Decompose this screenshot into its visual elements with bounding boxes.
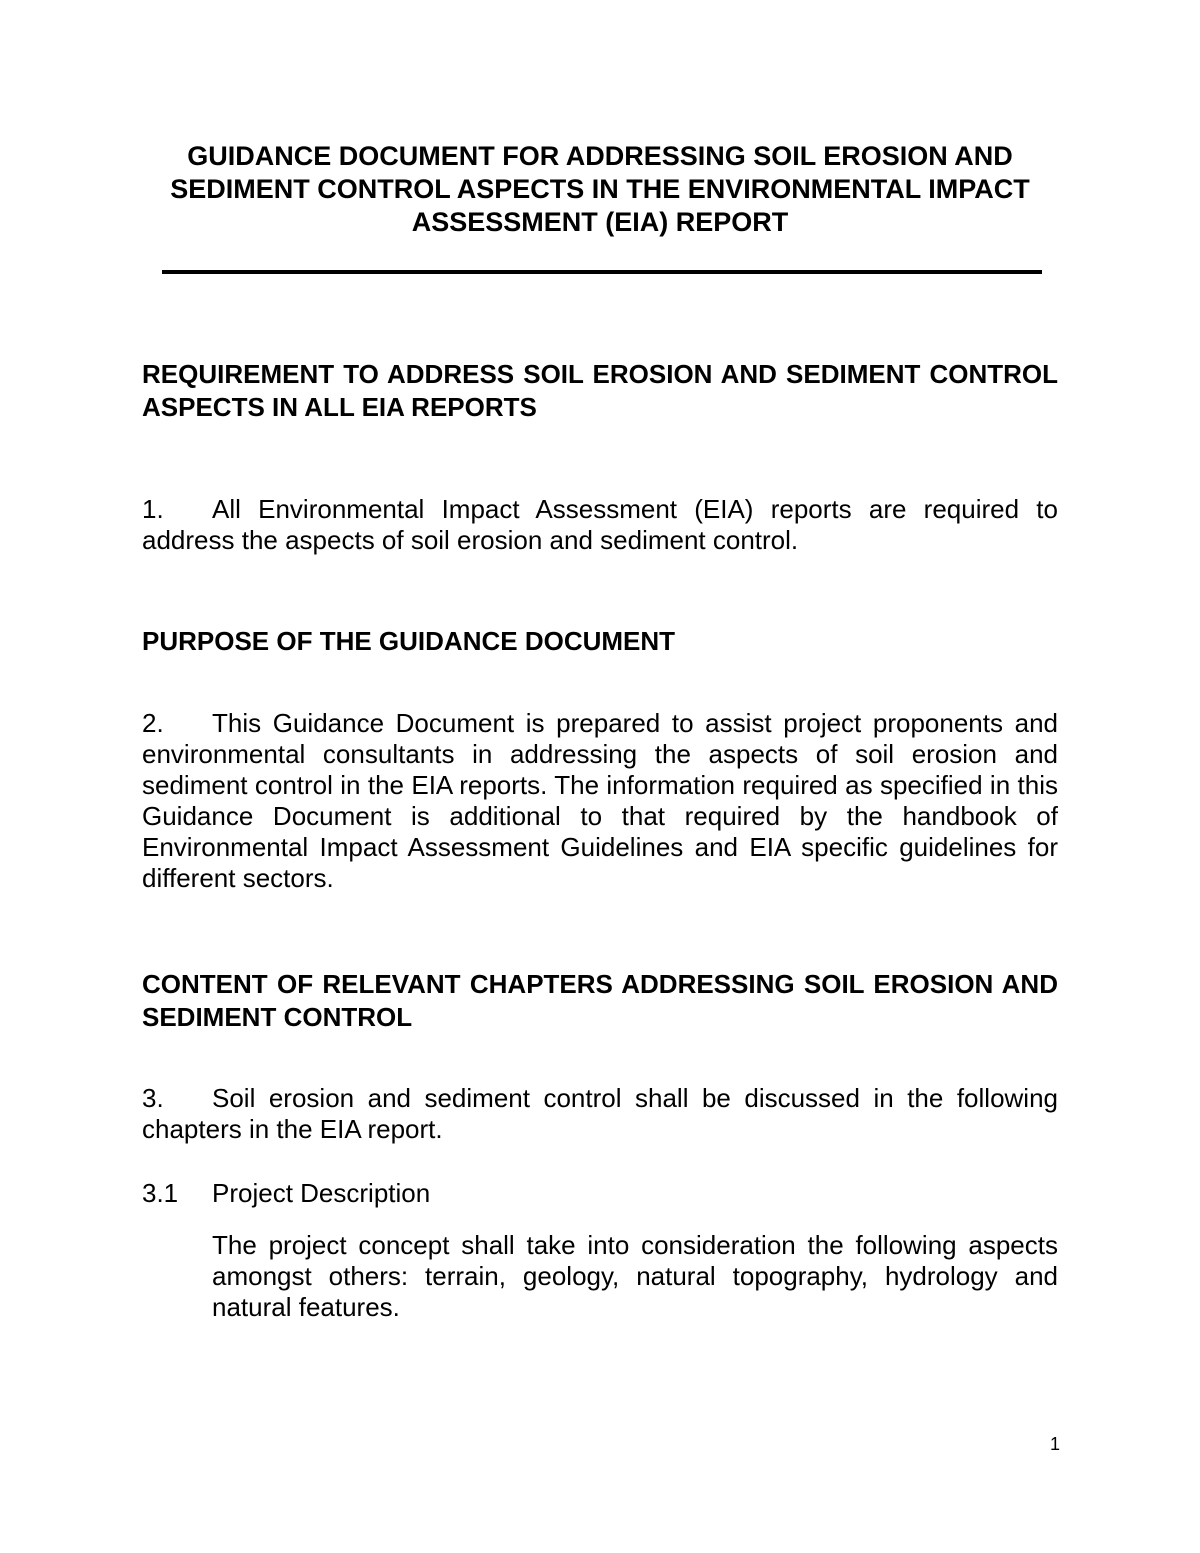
purpose-heading: PURPOSE OF THE GUIDANCE DOCUMENT <box>142 626 676 656</box>
content-heading: CONTENT OF RELEVANT CHAPTERS ADDRESSING SOIL EROSION AND SEDIMENT CONTROL <box>142 969 1058 1032</box>
title-line-2: SEDIMENT CONTROL ASPECTS IN THE ENVIRONMENTAL IMPACT <box>170 174 1030 204</box>
paragraph-1-number: 1. <box>142 494 164 524</box>
title-line-1: GUIDANCE DOCUMENT FOR ADDRESSING SOIL EROSION AND <box>187 141 1013 171</box>
requirement-heading: REQUIREMENT TO ADDRESS SOIL EROSION AND SEDIMENT CONTROL ASPECTS IN ALL EIA REPORTS <box>142 359 1058 422</box>
subsection-3-1-number: 3.1 <box>142 1178 179 1208</box>
paragraph-3-text: Soil erosion and sediment control shall be discussed in the following chapters in the EIA report. <box>142 1083 1058 1144</box>
document-title <box>100 140 1100 239</box>
subsection-3-1-text: The project concept shall take into consideration the following aspects amongst others: terrain, geology, natural topography, hydrology and natural features. <box>212 1230 1058 1322</box>
title-divider <box>162 270 1042 274</box>
paragraph-2-text: This Guidance Document is prepared to assist project proponents and environmental consultants in addressing the aspects of soil erosion and sediment control in the EIA reports. The information required as specified in this Guidance Document is additional to that required by the handbook of Environmental Impact Assessment Guidelines and EIA specific guidelines for different sectors. <box>142 708 1058 893</box>
title-line-3: ASSESSMENT (EIA) REPORT <box>411 207 789 237</box>
paragraph-3 <box>142 1083 1058 1145</box>
paragraph-1 <box>142 494 1058 556</box>
paragraph-3-number: 3. <box>142 1083 164 1113</box>
subsection-3-1 <box>142 1178 430 1209</box>
paragraph-2 <box>142 708 1058 894</box>
paragraph-2-number: 2. <box>142 708 164 738</box>
paragraph-1-text: All Environmental Impact Assessment (EIA) reports are required to address the aspects of soil erosion and sediment control. <box>142 494 1058 555</box>
subsection-3-1-title: Project Description <box>212 1178 431 1208</box>
page-number: 1 <box>1049 1434 1060 1454</box>
